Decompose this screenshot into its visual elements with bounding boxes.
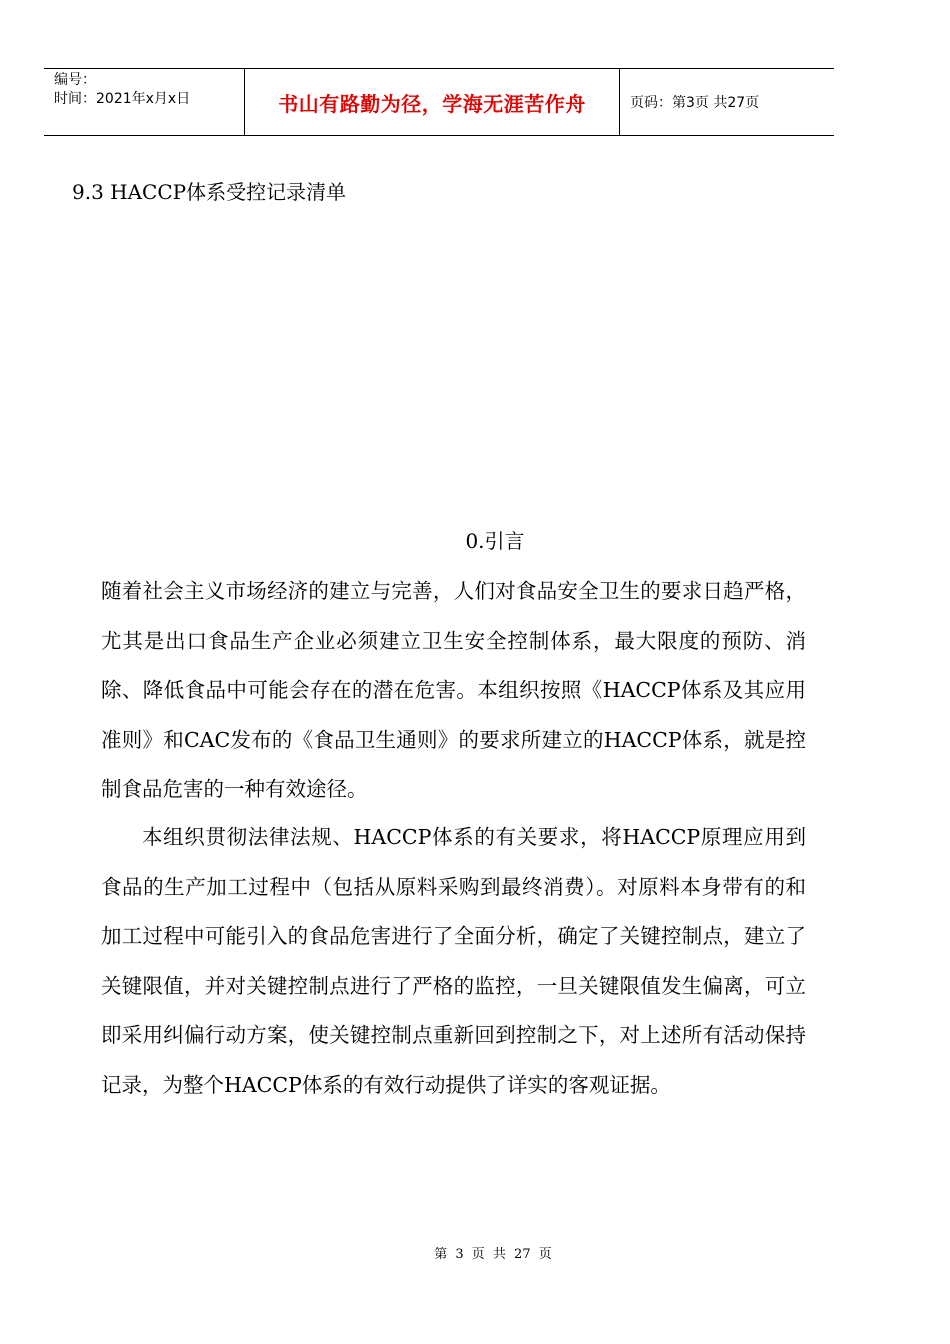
toc-entry: 9.3 HACCP体系受控记录清单 xyxy=(72,180,347,204)
header-page-info: 页码：第3页 共27页 xyxy=(630,95,760,111)
body-paragraph-2: 本组织贯彻法律法规、HACCP体系的有关要求，将HACCP原理应用到食品的生产加工过程中（包括从原料采购到最终消费）。对原料本身带有的和加工过程中可能引入的食品危害进行了全面分析，确定了关键控制点，建立了关键限值，并对关键控制点进行了严格的监控，一旦关键限值发生偏离，可立即采用纠偏行动方案，使关键控制点重新回到控制之下，对上述所有活动保持记录，为整个HACCP体系的有效行动提供了详实的客观证据。 xyxy=(101,825,806,1097)
serial-number-label: 编号： xyxy=(54,72,96,88)
header-meta-cell xyxy=(44,69,245,135)
page-header xyxy=(44,68,834,136)
page-footer: 第 3 页 共 27 页 xyxy=(434,1247,552,1262)
section-title: 0.引言 xyxy=(465,529,525,553)
header-motto: 书山有路勤为径，学海无涯苦作舟 xyxy=(245,69,620,135)
body-paragraph-1: 随着社会主义市场经济的建立与完善，人们对食品安全卫生的要求日趋严格，尤其是出口食品生产企业必须建立卫生安全控制体系，最大限度的预防、消除、降低食品中可能会存在的潜在危害。本组织按照《HACCP体系及其应用准则》和CAC发布的《食品卫生通则》的要求所建立的HACCP体系，就是控制食品危害的一种有效途径。 xyxy=(101,579,806,801)
time-label: 时间：2021年x月x日 xyxy=(54,91,191,107)
